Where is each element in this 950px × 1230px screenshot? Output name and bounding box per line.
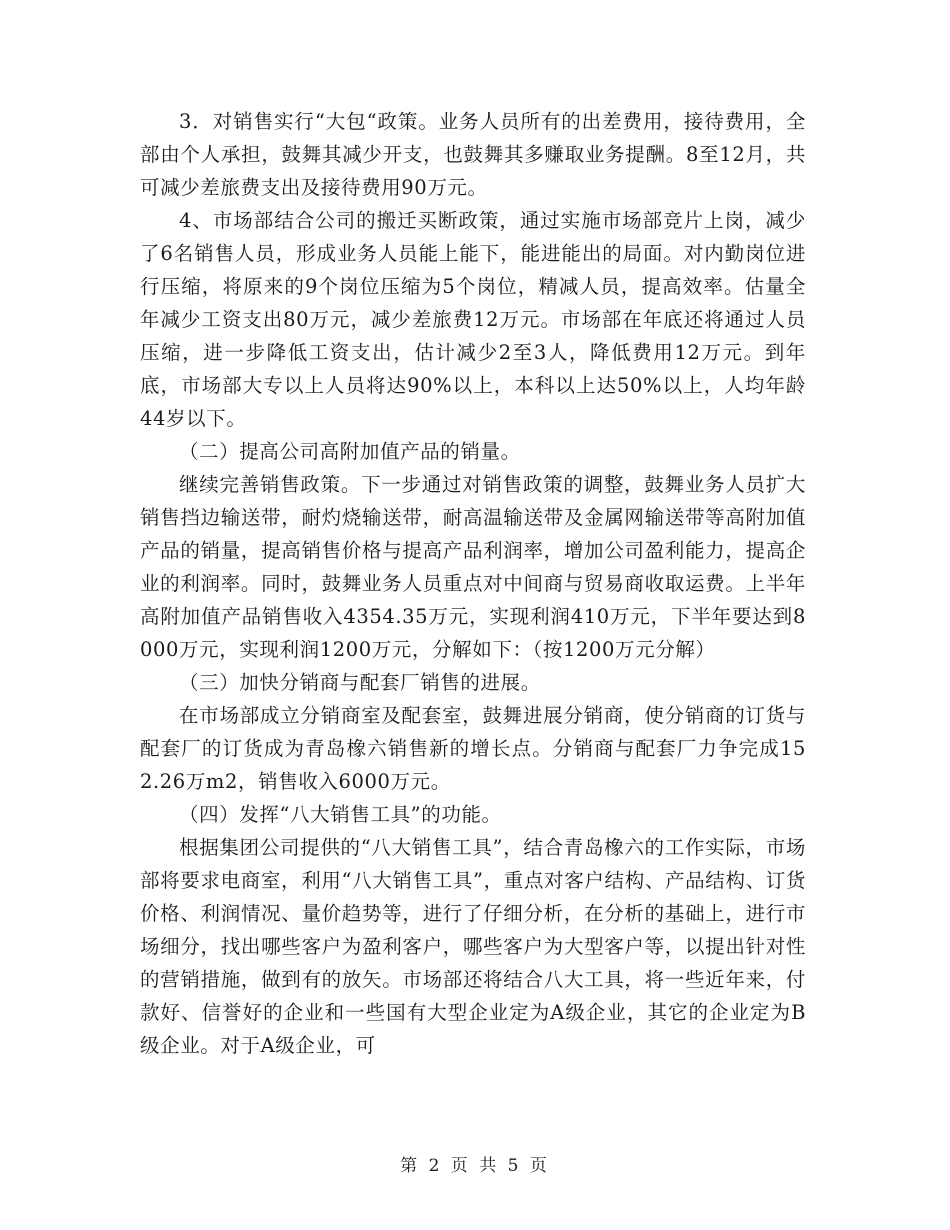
paragraph-staff-reduction: 4、市场部结合公司的搬迁买断政策，通过实施市场部竞片上岗，减少了6名销售人员，形成业务人员能上能下，能进能出的局面。对内勤岗位进行压缩，将原来的9个岗位压缩为5个岗位，精减人员，提高效率。估量全年减少工资支出80万元，减少差旅费12万元。市场部在年底还将通过人员压缩，进一步降低工资支出，估计减少2至3人，降低费用12万元。到年底，市场部大专以上人员将达90%以上，本科以上达50%以上，人均年龄44岁以下。 [140,209,806,430]
section-heading-sales-tools: （四）发挥“八大销售工具”的功能。 [179,803,502,826]
paragraph-sales-policy: 继续完善销售政策。下一步通过对销售政策的调整，鼓舞业务人员扩大销售挡边输送带，耐灼烧输送带，耐高温输送带及金属网输送带等高附加值产品的销量，提高销售价格与提高产品利润率，增加公司盈利能力，提高企业的利润率。同时，鼓舞业务人员重点对中间商与贸易商收取运费。上半年高附加值产品销售收入4354.35万元，实现利润410万元，下半年要达到8000万元，实现利润1200万元，分解如下：（按1200万元分解） [140,473,806,661]
section-heading-distributors: （三）加快分销商与配套厂销售的进展。 [179,671,541,694]
section-heading-high-value-products: （二）提高公司高附加值产品的销量。 [179,440,521,463]
document-body [140,105,806,1062]
paragraph-distributor-office: 在市场部成立分销商室及配套室，鼓舞进展分销商，使分销商的订货与配套厂的订货成为青岛橡六销售新的增长点。分销商与配套厂力争完成152.26万m2，销售收入6000万元。 [140,704,806,793]
paragraph-travel-expense-policy: 3．对销售实行“大包“政策。业务人员所有的出差费用，接待费用，全部由个人承担，鼓舞其减少开支，也鼓舞其多赚取业务提酬。8至12月，共可减少差旅费支出及接待费用90万元。 [140,110,806,199]
page-number-footer: 第 2 页 共 5 页 [400,1156,550,1176]
paragraph-sales-tools-analysis: 根据集团公司提供的“八大销售工具”，结合青岛橡六的工作实际，市场部将要求电商室，利用“八大销售工具”，重点对客户结构、产品结构、订货价格、利润情况、量价趋势等，进行了仔细分析，在分析的基础上，进行市场细分，找出哪些客户为盈利客户，哪些客户为大型客户等，以提出针对性的营销措施，做到有的放矢。市场部还将结合八大工具，将一些近年来，付款好、信誉好的企业和一些国有大型企业定为A级企业，其它的企业定为B级企业。对于A级企业，可 [140,836,806,1057]
